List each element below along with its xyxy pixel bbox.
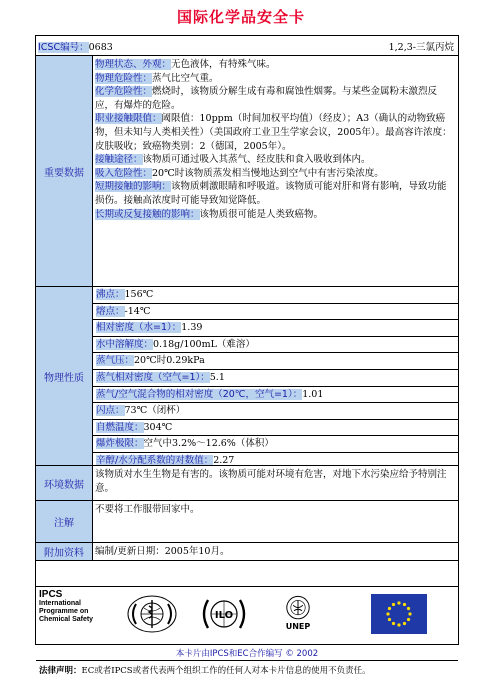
- flash-point: 闪点：73℃（闭杯）: [93, 403, 458, 420]
- legal-key: 法律声明：: [39, 666, 82, 676]
- vapor-pressure: 蒸气压：20℃时0.29kPa: [93, 353, 458, 370]
- icsc-number-cell: [36, 36, 115, 55]
- additional-text: 编制/更新日期：2005年10月。: [95, 546, 230, 557]
- eu-star-icon: [397, 601, 400, 604]
- eu-star-icon: [408, 612, 411, 615]
- explosive-limits: 爆炸极限：空气中3.2%～12.6%（体积）: [93, 436, 458, 453]
- eu-flag-icon: [371, 594, 427, 634]
- additional-label: 附加资料: [36, 543, 93, 560]
- eu-star-icon: [407, 607, 410, 610]
- water-solubility: 水中溶解度：0.18g/100mL（难溶）: [93, 337, 458, 354]
- additional-section: [36, 542, 458, 586]
- card-title: 国际化学品安全卡: [176, 8, 305, 26]
- long-term-effects: 长期或反复接触的影响：该物质很可能是人类致癌物。: [95, 208, 324, 220]
- vapor-density: 蒸气相对密度（空气=1）：5.1: [93, 370, 458, 387]
- svg-text:ILO: ILO: [214, 610, 234, 621]
- ipcs-logo: IPCS International Programme on Chemical Safety: [39, 589, 94, 623]
- relative-density: 相对密度（水=1）：1.39: [93, 320, 458, 337]
- icsc-label: ICSC编号：: [38, 42, 89, 53]
- environmental-text: 该物质对水生生物是有害的。该物质可能对环境有危害，对地下水污染应给予特别注意。: [95, 469, 447, 494]
- unep-emblem-icon: [272, 594, 324, 634]
- logos-caption: 本卡片由IPCS和EC合作编写 © 2002: [175, 649, 319, 659]
- eu-star-icon: [397, 623, 400, 626]
- eu-star-icon: [388, 607, 391, 610]
- melting-point: 熔点：-14℃: [93, 304, 458, 321]
- safety-card: [35, 35, 459, 676]
- legal-notice: [36, 660, 458, 679]
- mixture-density: 蒸气/空气混合物的相对密度（20℃，空气=1）：1.01: [93, 387, 458, 404]
- eu-star-icon: [386, 612, 389, 615]
- ilo-emblem-icon: [198, 594, 250, 634]
- chemical-hazard: 化学危险性：燃烧时，该物质分解生成有毒和腐蚀性烟雾。与某些金属粉末激烈反应，有爆炸的危险。: [95, 86, 438, 111]
- eu-star-icon: [403, 603, 406, 606]
- important-data-label: 重要数据: [36, 56, 93, 286]
- legal-text: EC或者IPCS或者代表两个组织工作的任何人对本卡片信息的使用不负责任。: [81, 666, 371, 676]
- card-header: [36, 36, 458, 55]
- eu-star-icon: [392, 603, 395, 606]
- important-data-content: [93, 56, 458, 286]
- partition-coefficient: 辛醇/水分配系数的对数值：2.27: [96, 454, 235, 466]
- exposure-limits: 职业接触限值：阈限值：10ppm（时间加权平均值）（经皮）；A3（确认的动物致癌物，但未知与人类相关性）（美国政府工业卫生学家会议，2005年）。最高容许浓度：皮肤吸收；致癌物类别：2（德国，2005年）。: [95, 113, 452, 152]
- short-term-effects: 短期接触的影响：该物质刺激眼睛和呼吸道。该物质可能对肝和肾有影响，导致功能损伤。接触高浓度时可能导致知觉降低。: [95, 181, 447, 206]
- physical-properties-label: 物理性质: [36, 287, 93, 465]
- svg-text:UNEP: UNEP: [285, 622, 311, 632]
- chemical-name: 1,2,3-三氯丙烷: [388, 42, 454, 53]
- physical-properties-section: [36, 286, 458, 465]
- environmental-section: [36, 465, 458, 500]
- logos-row: [36, 586, 458, 660]
- exposure-routes: 接触途径：该物质可通过吸入其蒸气、经皮肤和食入吸收到体内。: [95, 154, 371, 166]
- eu-star-icon: [403, 622, 406, 625]
- notes-text: 不要将工作服带回家中。: [95, 504, 200, 515]
- important-data-section: [36, 55, 458, 286]
- eu-star-icon: [388, 618, 391, 621]
- inhalation-risk: 吸入危险性：20℃时该物质蒸发相当慢地达到空气中有害污染浓度。: [95, 167, 384, 179]
- physical-hazard: 物理危险性：蒸气比空气重。: [95, 72, 219, 84]
- physical-properties-content: [93, 287, 458, 465]
- notes-label: 注解: [36, 501, 93, 542]
- eu-star-icon: [392, 622, 395, 625]
- icsc-number: 0683: [88, 42, 113, 53]
- physical-state: 物理状态、外观：无色液体，有特殊气味。: [95, 59, 276, 70]
- eu-star-icon: [407, 618, 410, 621]
- autoignition-temperature: 自燃温度：304℃: [93, 420, 458, 437]
- notes-section: [36, 500, 458, 542]
- boiling-point: 沸点：156℃: [93, 287, 458, 304]
- environmental-label: 环境数据: [36, 466, 93, 500]
- who-emblem-icon: [126, 594, 178, 634]
